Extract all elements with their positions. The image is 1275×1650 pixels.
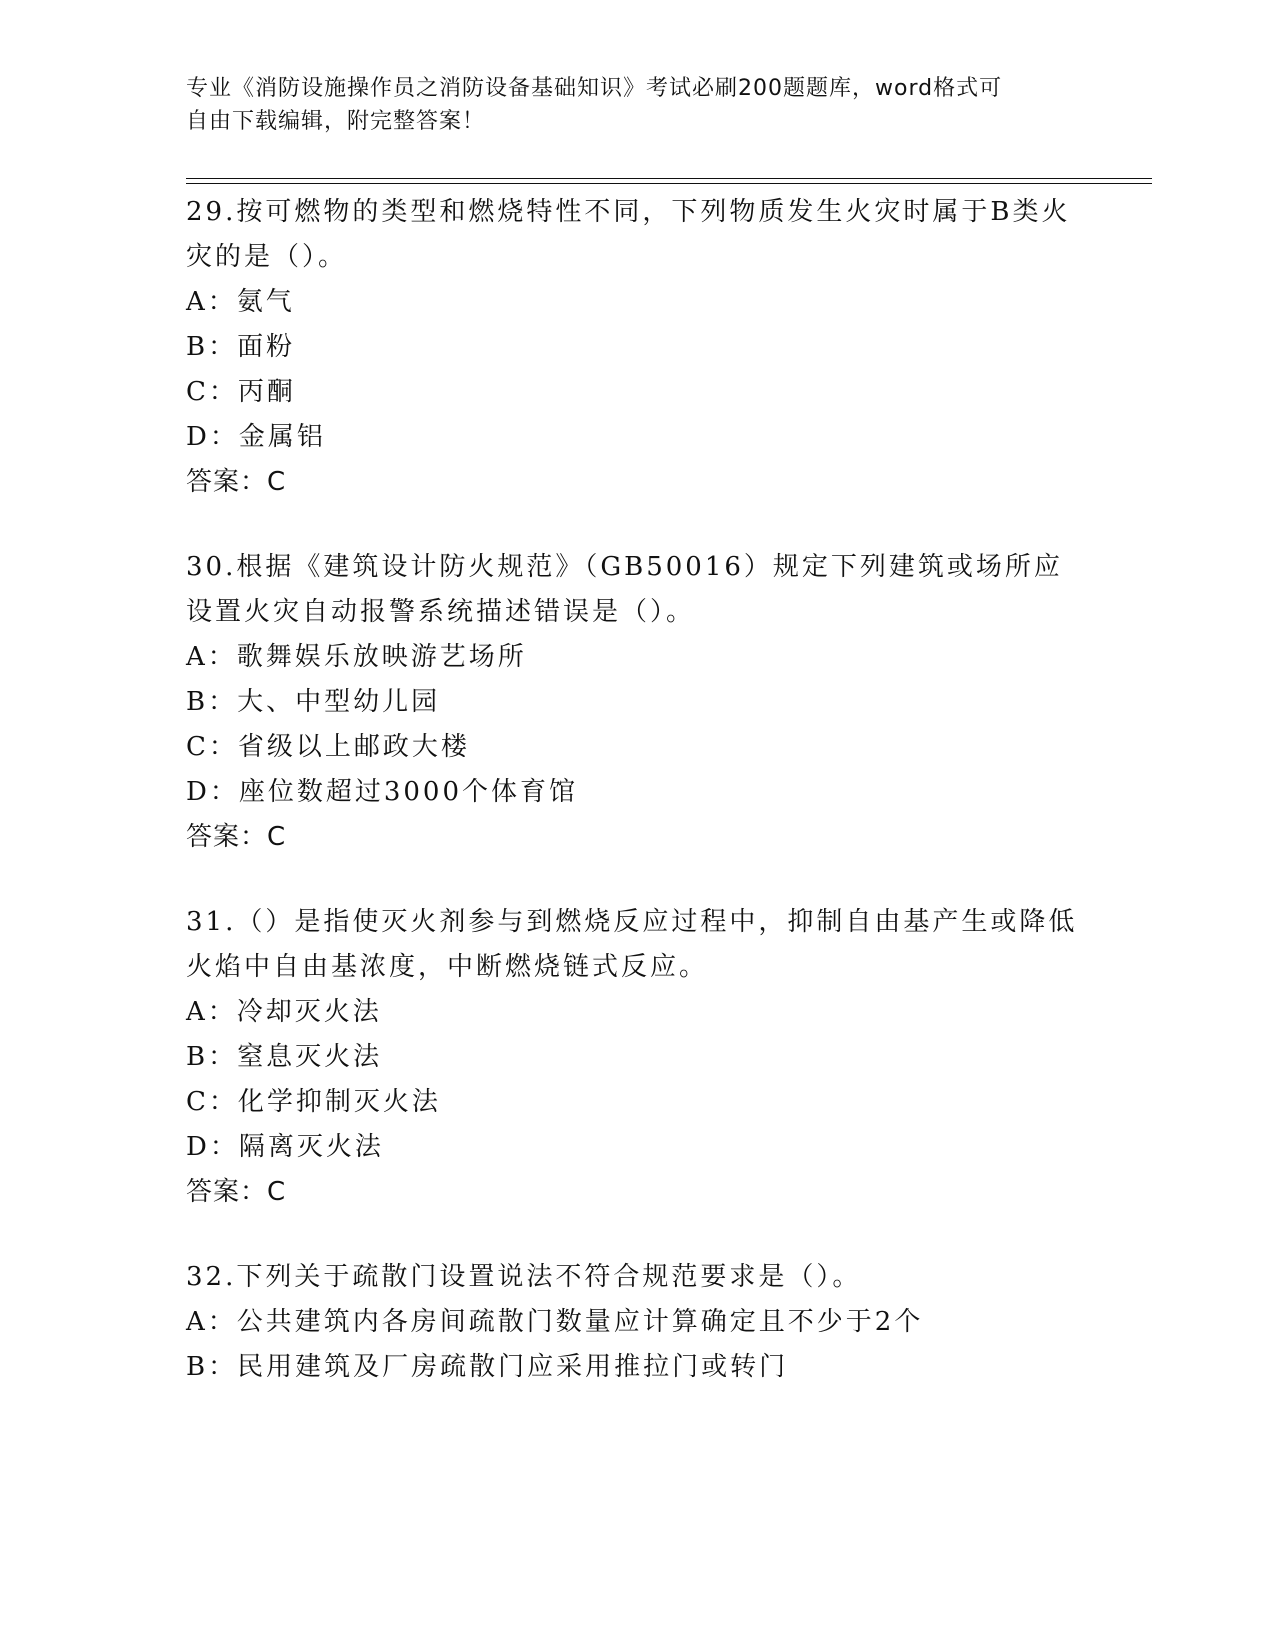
question-stem: 31.（）是指使灭火剂参与到燃烧反应过程中，抑制自由基产生或降低火焰中自由基浓度，中断燃烧链式反应。 <box>186 907 1078 982</box>
header-rule-bottom <box>186 183 1152 184</box>
option-c: C：化学抑制灭火法 <box>186 1087 441 1117</box>
option-c: C：省级以上邮政大楼 <box>186 732 470 762</box>
option-c: C：丙酮 <box>186 377 296 407</box>
option-b: B：窒息灭火法 <box>186 1042 383 1072</box>
option-a: A：公共建筑内各房间疏散门数量应计算确定且不少于2个 <box>186 1307 924 1337</box>
header-line: 专业《消防设施操作员之消防设备基础知识》考试必刷200题题库，word格式可 <box>186 76 1003 101</box>
answer-line: 答案：C <box>186 1177 287 1207</box>
option-d: D：隔离灭火法 <box>186 1132 384 1162</box>
question-29 <box>186 190 1086 505</box>
document-header <box>186 72 1066 138</box>
option-d: D：座位数超过3000个体育馆 <box>186 777 579 807</box>
question-list <box>186 190 1086 1430</box>
header-rule-top <box>186 178 1152 179</box>
option-a: A：冷却灭火法 <box>186 997 382 1027</box>
answer-line: 答案：C <box>186 822 287 852</box>
question-31 <box>186 900 1086 1215</box>
option-b: B：大、中型幼儿园 <box>186 687 441 717</box>
question-32 <box>186 1255 1086 1390</box>
header-line: 自由下载编辑，附完整答案！ <box>186 109 486 134</box>
question-stem: 32.下列关于疏散门设置说法不符合规范要求是（）。 <box>186 1262 862 1292</box>
option-b: B：面粉 <box>186 332 296 362</box>
option-d: D：金属铝 <box>186 422 326 452</box>
answer-line: 答案：C <box>186 467 287 497</box>
question-stem: 29.按可燃物的类型和燃烧特性不同，下列物质发生火灾时属于B类火灾的是（）。 <box>186 197 1071 272</box>
question-30 <box>186 545 1086 860</box>
option-a: A：氨气 <box>186 287 295 317</box>
question-stem: 30.根据《建筑设计防火规范》（GB50016）规定下列建筑或场所应设置火灾自动报警系统描述错误是（）。 <box>186 552 1063 627</box>
option-a: A：歌舞娱乐放映游艺场所 <box>186 642 527 672</box>
option-b: B：民用建筑及厂房疏散门应采用推拉门或转门 <box>186 1352 789 1382</box>
